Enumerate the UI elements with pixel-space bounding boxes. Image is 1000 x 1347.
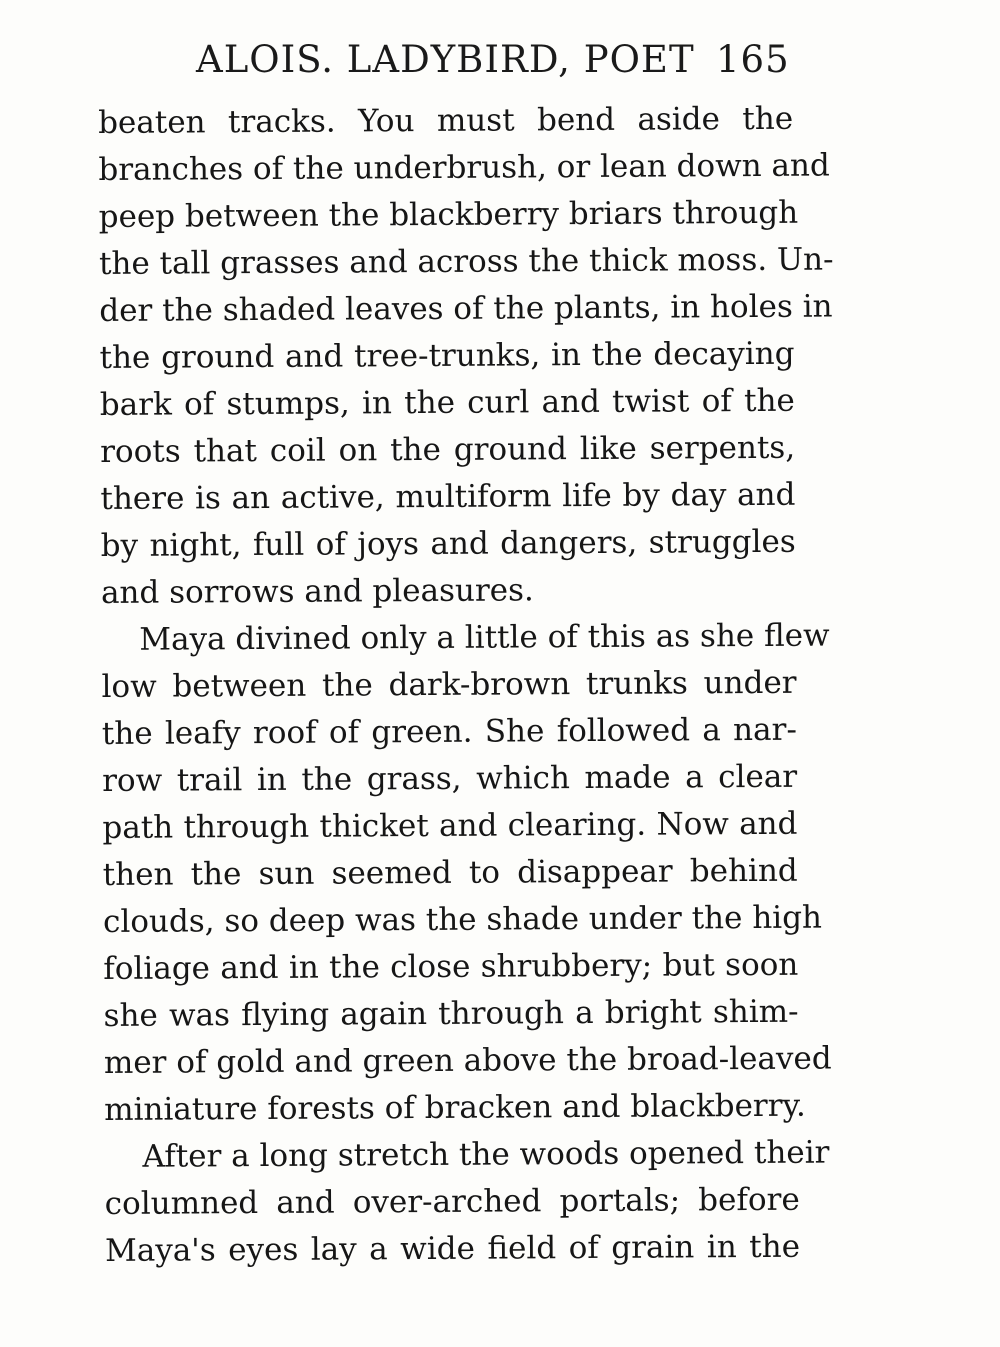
text-line: foliage and in the close shrubbery; but soon	[103, 946, 799, 987]
text-line: then the sun seemed to disappear behind	[102, 852, 798, 893]
text-line: beaten tracks. You must bend aside the	[98, 100, 794, 141]
text-line: peep between the blackberry briars through	[98, 194, 799, 235]
text-line: branches of the underbrush, or lean down and	[98, 147, 830, 188]
text-line: der the shaded leaves of the plants, in holes in	[99, 288, 833, 329]
paragraph-1	[98, 96, 834, 617]
page-number: 165	[716, 38, 790, 81]
text-line: mer of gold and green above the broad-leaved	[103, 1040, 832, 1081]
text-line: Maya's eyes lay a wide field of grain in the	[104, 1228, 801, 1269]
text-line: and sorrows and pleasures.	[100, 572, 534, 611]
text-line: miniature forests of bracken and blackberry.	[104, 1087, 806, 1128]
body-text	[98, 96, 834, 1275]
running-head	[196, 38, 796, 88]
text-line: clouds, so deep was the shade under the high	[102, 899, 823, 940]
paragraph-3	[104, 1130, 830, 1275]
text-line: low between the dark-brown trunks under	[101, 664, 797, 705]
text-line: she was flying again through a bright shim-	[103, 993, 799, 1034]
text-line: row trail in the grass, which made a clear	[102, 758, 798, 799]
running-title: ALOIS. LADYBIRD, POET	[196, 38, 695, 81]
text-line: by night, full of joys and dangers, struggles	[100, 523, 796, 564]
text-line: bark of stumps, in the curl and twist of the	[99, 382, 795, 423]
text-line: columned and over-arched portals; before	[104, 1181, 800, 1222]
text-line: After a long stretch the woods opened their	[142, 1134, 830, 1175]
paragraph-2	[101, 613, 832, 1134]
text-line: Maya divined only a little of this as she flew	[139, 617, 830, 658]
text-line: the tall grasses and across the thick moss. Un-	[98, 241, 834, 282]
text-line: the leafy roof of green. She followed a nar-	[101, 711, 797, 752]
text-line: path through thicket and clearing. Now and	[102, 805, 798, 846]
text-line: roots that coil on the ground like serpents,	[100, 429, 796, 470]
text-line: there is an active, multiform life by day and	[100, 476, 796, 517]
text-line: the ground and tree-trunks, in the decaying	[99, 335, 795, 376]
